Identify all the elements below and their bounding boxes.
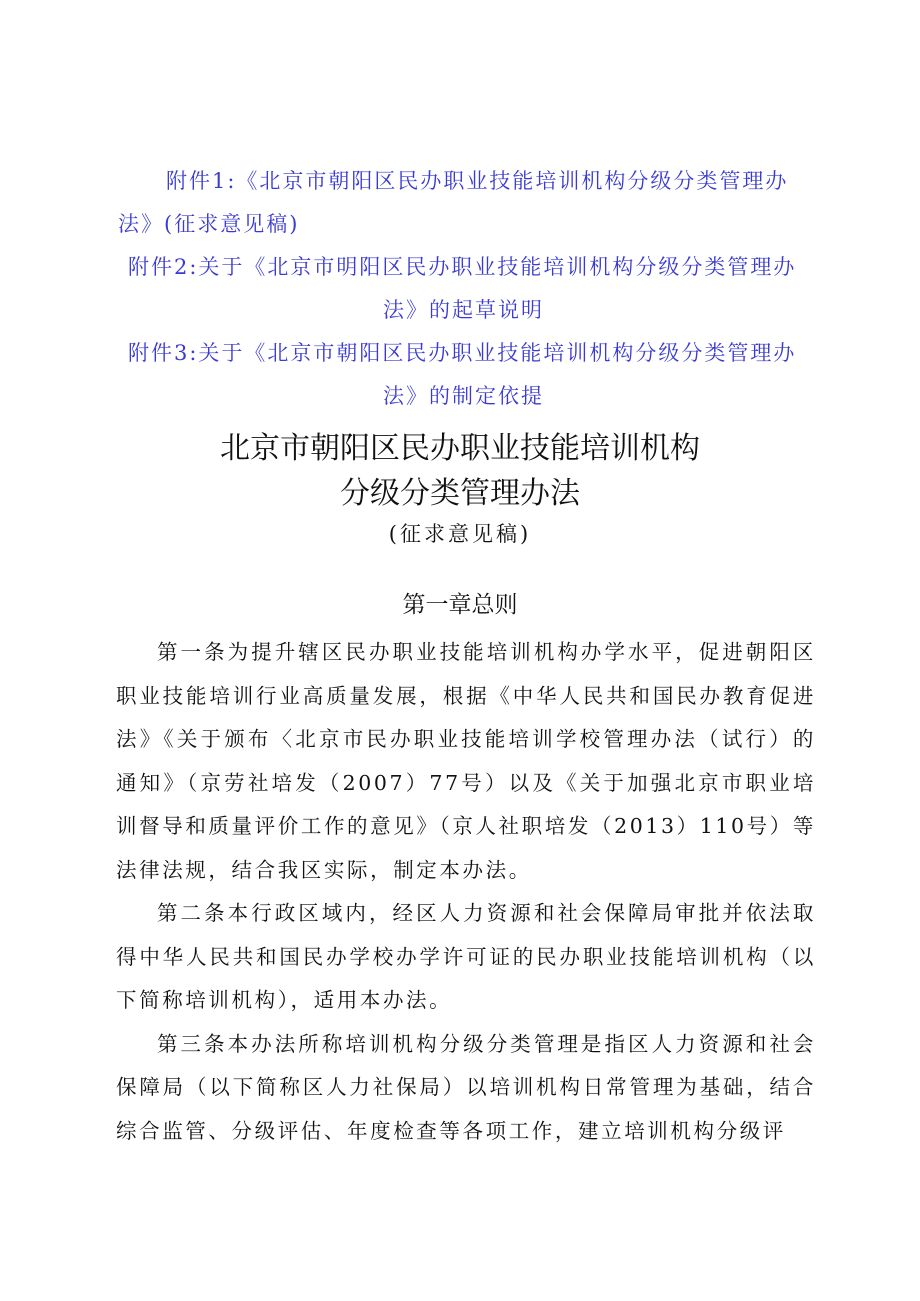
attachment-2-line-1: 附件2:关于《北京市明阳区民办职业技能培训机构分级分类管理办 [128, 255, 797, 279]
document-body [116, 631, 816, 1153]
attachment-3-line-2: 法》的制定依提 [383, 384, 544, 408]
article-3-paragraph: 第三条本办法所称培训机构分级分类管理是指区人力资源和社会保障局（以下简称区人力社保局）以培训机构日常管理为基础，结合综合监管、分级评估、年度检查等各项工作，建立培训机构分级评 [116, 1031, 816, 1143]
article-2-paragraph: 第二条本行政区域内，经区人力资源和社会保障局审批并依法取得中华人民共和国民办学校办学许可证的民办职业技能培训机构（以下简称培训机构），适用本办法。 [116, 901, 816, 1012]
attachment-1-line-2: 法》(征求意见稿) [118, 212, 300, 236]
document-title-line-2: 分级分类管理办法 [340, 476, 580, 511]
attachment-link-1[interactable] [118, 160, 818, 246]
document-title-line-1: 北京市朝阳区民办职业技能培训机构 [220, 431, 700, 466]
attachment-link-3[interactable] [118, 332, 818, 418]
chapter-heading: 第一章总则 [402, 592, 518, 618]
document-subtitle: (征求意见稿) [388, 522, 532, 546]
article-1-paragraph: 第一条为提升辖区民办职业技能培训机构办学水平，促进朝阳区职业技能培训行业高质量发展，根据《中华人民共和国民办教育促进法》《关于颁布〈北京市民办职业技能培训学校管理办法（试行）的通知》（京劳社培发（2007）77号）以及《关于加强北京市职业培训督导和质量评价工作的意见》（京人社职培发（2013）110号）等法律法规，结合我区实际，制定本办法。 [116, 640, 816, 882]
attachment-list [118, 160, 818, 418]
attachment-3-line-1: 附件3:关于《北京市朝阳区民办职业技能培训机构分级分类管理办 [128, 341, 797, 365]
attachment-1-line-1: 附件1:《北京市朝阳区民办职业技能培训机构分级分类管理办 [166, 169, 789, 193]
attachment-2-line-2: 法》的起草说明 [383, 298, 544, 322]
attachment-link-2[interactable] [118, 246, 818, 332]
